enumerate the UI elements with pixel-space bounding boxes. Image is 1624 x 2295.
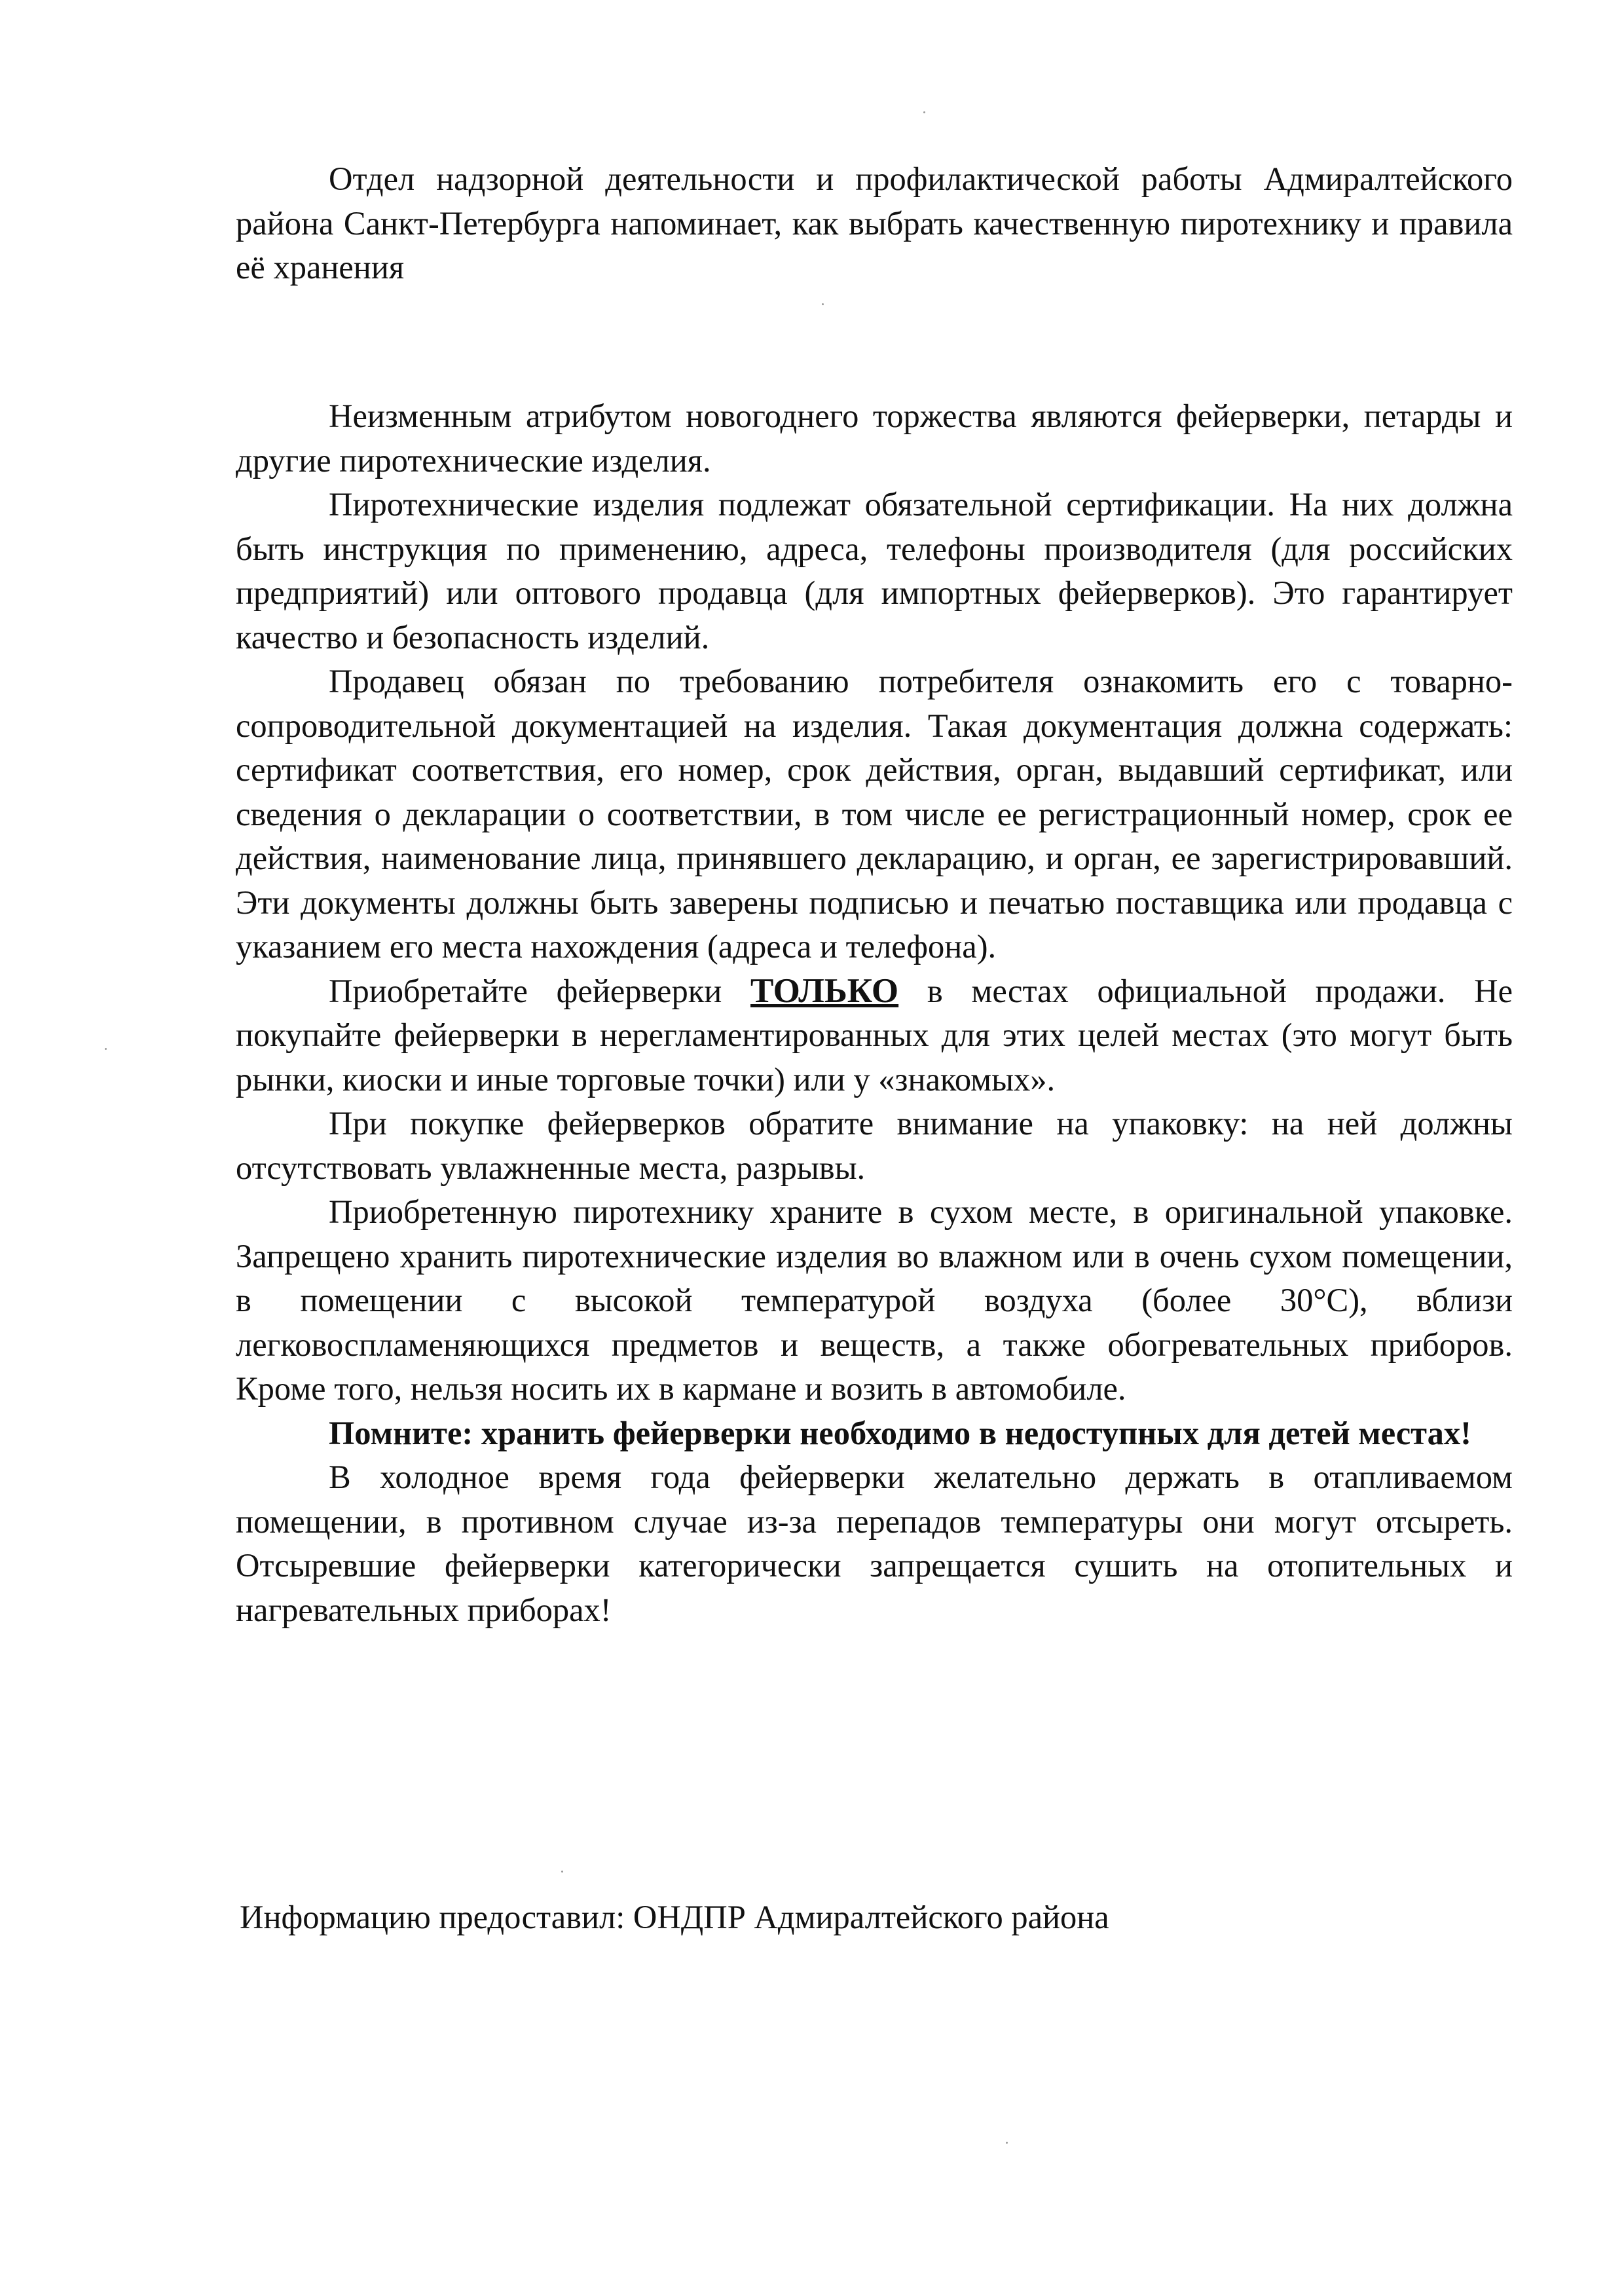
paragraph-children-warning: Помните: хранить фейерверки необходимо в недоступных для детей местах! <box>329 1414 1471 1451</box>
scan-speck <box>923 111 925 113</box>
paragraph-cold-weather: В холодное время года фейерверки желательно держать в отапливаемом помещении, в противном случае из-за перепадов температуры они могут отсыреть. Отсыревшие фейерверки категорически запрещается сушить на отопительных и нагревательных приборах! <box>236 1459 1513 1628</box>
footer-source: Информацию предоставил: ОНДПР Адмиралтейского района <box>240 1899 1109 1935</box>
official-sale-text-after: в местах официальной продажи. Не покупайте фейерверки в нерегламентированных для этих целей местах (это могут быть рынки, киоски и иные торговые точки) или у «знакомых». <box>236 972 1513 1098</box>
scan-speck <box>105 1048 107 1050</box>
scan-speck <box>1006 2142 1008 2144</box>
paragraph-seller-documents: Продавец обязан по требованию потребителя ознакомить его с товарно-сопроводительной документацией на изделия. Такая документация должна содержать: сертификат соответствия, его номер, срок действия, орган, выдавший сертификат, или сведения о декларации о соответствии, в том числе ее регистрационный номер, срок ее действия, наименование лица, принявшего декларацию, и орган, ее зарегистрировавший. Эти документы должны быть заверены подписью и печатью поставщика или продавца с указанием его места нахождения (адреса и телефона). <box>236 663 1513 965</box>
scan-speck <box>561 1871 563 1873</box>
paragraph-official-sale <box>236 969 1513 1102</box>
intro-paragraph: Отдел надзорной деятельности и профилактической работы Адмиралтейского района Санкт-Петербурга напоминает, как выбрать качественную пиротехнику и правила её хранения <box>236 160 1513 286</box>
official-sale-text-before: Приобретайте фейерверки <box>329 972 751 1009</box>
paragraph-certification: Пиротехнические изделия подлежат обязательной сертификации. На них должна быть инструкция по применению, адреса, телефоны производителя (для российских предприятий) или оптового продавца (для импортных фейерверков). Это гарантирует качество и безопасность изделий. <box>236 486 1513 656</box>
document-body <box>236 394 1513 1632</box>
paragraph-storage: Приобретенную пиротехнику храните в сухом месте, в оригинальной упаковке. Запрещено хранить пиротехнические изделия во влажном или в очень сухом помещении, в помещении с высокой температурой воздуха (более 30°С), вблизи легковоспламеняющихся предметов и веществ, а также обогревательных приборов. Кроме того, нельзя носить их в кармане и возить в автомобиле. <box>236 1193 1513 1407</box>
only-emphasis: ТОЛЬКО <box>750 971 899 1010</box>
paragraph-attribute: Неизменным атрибутом новогоднего торжества являются фейерверки, петарды и другие пиротехнические изделия. <box>236 398 1513 479</box>
scan-speck <box>822 303 824 305</box>
paragraph-packaging: При покупке фейерверков обратите внимание на упаковку: на ней должны отсутствовать увлажненные места, разрывы. <box>236 1105 1513 1186</box>
